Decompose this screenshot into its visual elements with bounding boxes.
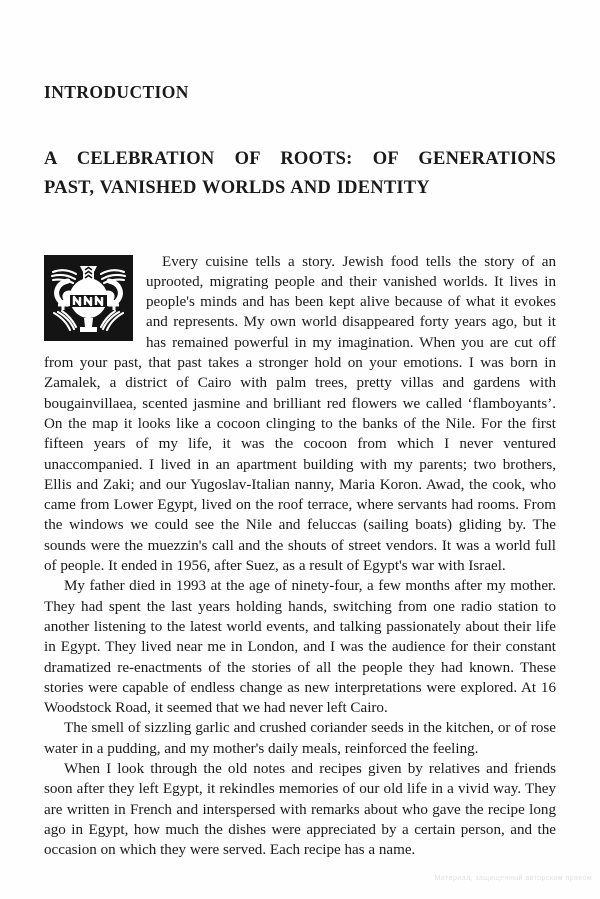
body-paragraph: Every cuisine tells a story. Jewish food tells the story of an uprooted, migrating people and their vanished worlds. It lives in people's minds and has been kept alive because of what it evokes and represents. My own world disappeared forty years ago, but it has remained powerful in my imagination. When you are cut off from your past, that past takes a stronger hold on your emotions. I was born in Zamalek, a district of Cairo with palm trees, pretty villas and gardens with bougainvillaea, scented jasmine and brilliant red flowers we called ‘flamboyants’. On the map it looks like a cocoon clinging to the banks of the Nile. For the first fifteen years of my life, it was the cocoon from which I never ventured unaccompanied. I lived in an apartment building with my parents; two brothers, Ellis and Zaki; and our Yugoslav-Italian nanny, Maria Koron. Awad, the cook, who came from Lower Egypt, lived on the roof terrace, where servants had rooms. From the windows we could see the Nile and feluccas (sailing boats) gliding by. The sounds were the muezzin's call and the shouts of street vendors. It was a world full of people. It ended in 1956, after Suez, as a result of Egypt's war with Israel. — [44, 253, 556, 575]
amphora-woodcut-vignette-icon — [44, 255, 133, 341]
chapter-title — [44, 102, 556, 202]
body-text-block — [44, 203, 556, 861]
chapter-title-line-1: A CELEBRATION OF ROOTS: OF GENERATIONS — [44, 149, 556, 170]
body-paragraph: The smell of sizzling garlic and crushed coriander seeds in the kitchen, or of rose water in a pudding, and my mother's daily meals, reinforced the feeling. — [44, 720, 556, 757]
body-paragraph: When I look through the old notes and recipes given by relatives and friends soon after they left Egypt, it rekindles memories of our old life in a vivid way. They are written in French and interspersed with remarks about who gave the recipe long ago in Egypt, how much the dishes were appreciated by a certain person, and the occasion on which they were served. Each recipe has a name. — [44, 761, 556, 859]
chapter-title-line-2: PAST, VANISHED WORLDS AND IDENTITY — [44, 177, 430, 198]
section-label: INTRODUCTION — [44, 82, 189, 102]
body-paragraph: My father died in 1993 at the age of ninety-four, a few months after my mother. They had spent the last years holding hands, switching from one radio station to another listening to the latest world events, and talking passionately about their life in Egypt. They lived near me in London, and I was the audience for their constant dramatized re-enactments of the stories of all the people they had known. These stories were capable of endless change as new interpretations were explored. At 16 Woodstock Road, it seemed that we had never left Cairo. — [44, 578, 556, 717]
copyright-watermark: Материал, защищенный авторским правом — [434, 873, 592, 882]
page-text-column — [44, 0, 556, 861]
